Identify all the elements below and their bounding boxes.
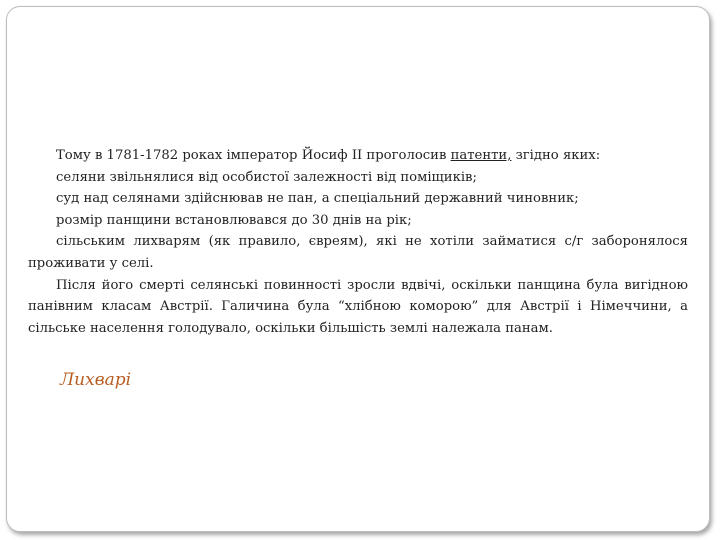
section-heading: Лихварі <box>60 370 132 390</box>
intro-line <box>28 145 688 167</box>
paragraph: Після його смерті селянські повинності зросли вдвічі, оскільки панщина була вигідною панівним класам Австрії. Галичина була “хлібною коморою” для Австрії і Німеччини, а сільське населення голодувало, оскільки більшість землі належала панам. <box>28 277 688 336</box>
list-item: сільським лихварям (як правило, євреям), які не хотіли займатися с/г заборонялося проживати у селі. <box>28 234 688 271</box>
intro-text-after: згідно яких: <box>511 148 601 163</box>
list-item: суд над селянами здійснював не пан, а спеціальний державний чиновник; <box>56 191 579 207</box>
list-item: селяни звільнялися від особистої залежності від поміщиків; <box>56 169 477 185</box>
list-item: розмір панщини встановлювався до 30 днів на рік; <box>56 212 412 228</box>
slide-body-text <box>28 145 688 339</box>
patents-link[interactable]: патенти, <box>450 148 512 163</box>
intro-text-before: Тому в 1781-1782 роках імператор Йосиф II проголосив <box>56 148 451 163</box>
